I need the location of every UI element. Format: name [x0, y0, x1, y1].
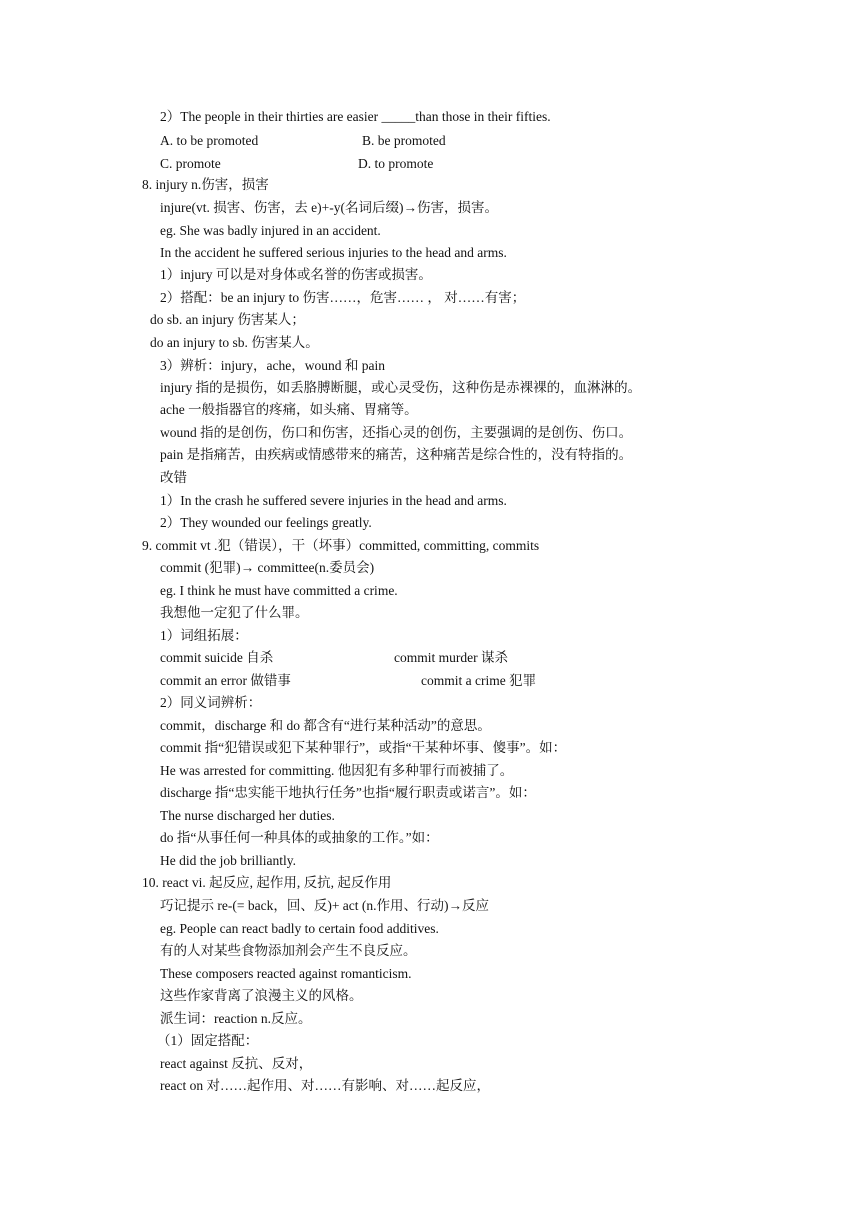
react-against: react against 反抗、反对，	[160, 1056, 313, 1071]
react-on: react on 对……起作用、对……有影响、对……起反应，	[160, 1078, 490, 1093]
react-example-1-translation: 有的人对某些食物添加剂会产生不良反应。	[160, 943, 417, 958]
fixed-collocation-title: （1）固定搭配：	[157, 1033, 259, 1048]
react-example-2: These composers reacted against romanticism.	[160, 966, 412, 981]
commit-example: eg. I think he must have committed a crime.	[160, 583, 398, 598]
q2-option-b: B. be promoted	[362, 133, 446, 148]
injury-derivation: injure(vt. 损害、伤害，去 e)+-y(名词后缀)→伤害，损害。	[160, 200, 498, 215]
correction-2: 2）They wounded our feelings greatly.	[160, 515, 372, 530]
do-definition: do 指“从事任何一种具体的或抽象的工作。”如：	[160, 830, 439, 845]
injury-definition: injury 指的是损伤，如丢胳膊断腿，或心灵受伤，这种伤是赤裸裸的，血淋淋的。	[160, 380, 642, 395]
synonym-title: 2）同义词辨析：	[160, 695, 262, 710]
react-derivative: 派生词：reaction n.反应。	[160, 1011, 312, 1026]
commit-derivation: commit (犯罪)→ committee(n.委员会)	[160, 560, 375, 575]
react-example-2-translation: 这些作家背离了浪漫主义的风格。	[160, 988, 363, 1003]
injury-collocation-1: do sb. an injury 伤害某人；	[150, 312, 305, 327]
commit-heading: 9. commit vt .犯（错误），干（坏事）committed, committing, commits	[142, 538, 540, 553]
synonym-intro: commit，discharge 和 do 都含有“进行某种活动”的意思。	[160, 718, 491, 733]
phrase-commit-error: commit an error 做错事	[160, 673, 291, 688]
correction-title: 改错	[160, 470, 187, 485]
commit-definition: commit 指“犯错误或犯下某种罪行”，或指“干某种坏事、傻事”。如：	[160, 740, 567, 755]
wound-definition: wound 指的是创伤，伤口和伤害，还指心灵的创伤，主要强调的是创伤、伤口。	[160, 425, 633, 440]
phrase-commit-suicide: commit suicide 自杀	[160, 650, 274, 665]
do-example: He did the job brilliantly.	[160, 853, 296, 868]
phrase-commit-murder: commit murder 谋杀	[394, 650, 508, 665]
injury-heading: 8. injury n.伤害，损害	[142, 177, 269, 192]
correction-1: 1）In the crash he suffered severe injuries in the head and arms.	[160, 493, 507, 508]
q2-option-a: A. to be promoted	[160, 133, 259, 148]
ache-definition: ache 一般指器官的疼痛，如头痛、胃痛等。	[160, 402, 418, 417]
phrase-commit-crime: commit a crime 犯罪	[421, 673, 537, 688]
injury-note-1: 1）injury 可以是对身体或名誉的伤害或损害。	[160, 267, 432, 282]
react-example-1: eg. People can react badly to certain food additives.	[160, 921, 439, 936]
discharge-example: The nurse discharged her duties.	[160, 808, 335, 823]
q2-option-d: D. to promote	[358, 156, 434, 171]
pain-definition: pain 是指痛苦，由疾病或情感带来的痛苦，这种痛苦是综合性的，没有特指的。	[160, 447, 633, 462]
react-heading: 10. react vi. 起反应, 起作用, 反抗, 起反作用	[142, 875, 392, 890]
phrase-expansion-title: 1）词组拓展：	[160, 628, 248, 643]
injury-example-1: eg. She was badly injured in an accident.	[160, 223, 381, 238]
q2-option-c: C. promote	[160, 156, 221, 171]
injury-collocation-2: do an injury to sb. 伤害某人。	[150, 335, 319, 350]
q2-stem: 2）The people in their thirties are easier _____than those in their fifties.	[160, 109, 551, 124]
injury-example-2: In the accident he suffered serious injuries to the head and arms.	[160, 245, 507, 260]
discharge-definition: discharge 指“忠实能干地执行任务”也指“履行职责或诺言”。如：	[160, 785, 536, 800]
injury-note-3: 3）辨析：injury，ache，wound 和 pain	[160, 358, 385, 373]
injury-note-2: 2）搭配：be an injury to 伤害……，危害…… ， 对……有害；	[160, 290, 526, 305]
commit-example-translation: 我想他一定犯了什么罪。	[160, 605, 309, 620]
react-memory-tip: 巧记提示 re-(= back，回、反)+ act (n.作用、行动)→反应	[160, 898, 490, 913]
commit-definition-example: He was arrested for committing. 他因犯有多种罪行而被捕了。	[160, 763, 514, 778]
